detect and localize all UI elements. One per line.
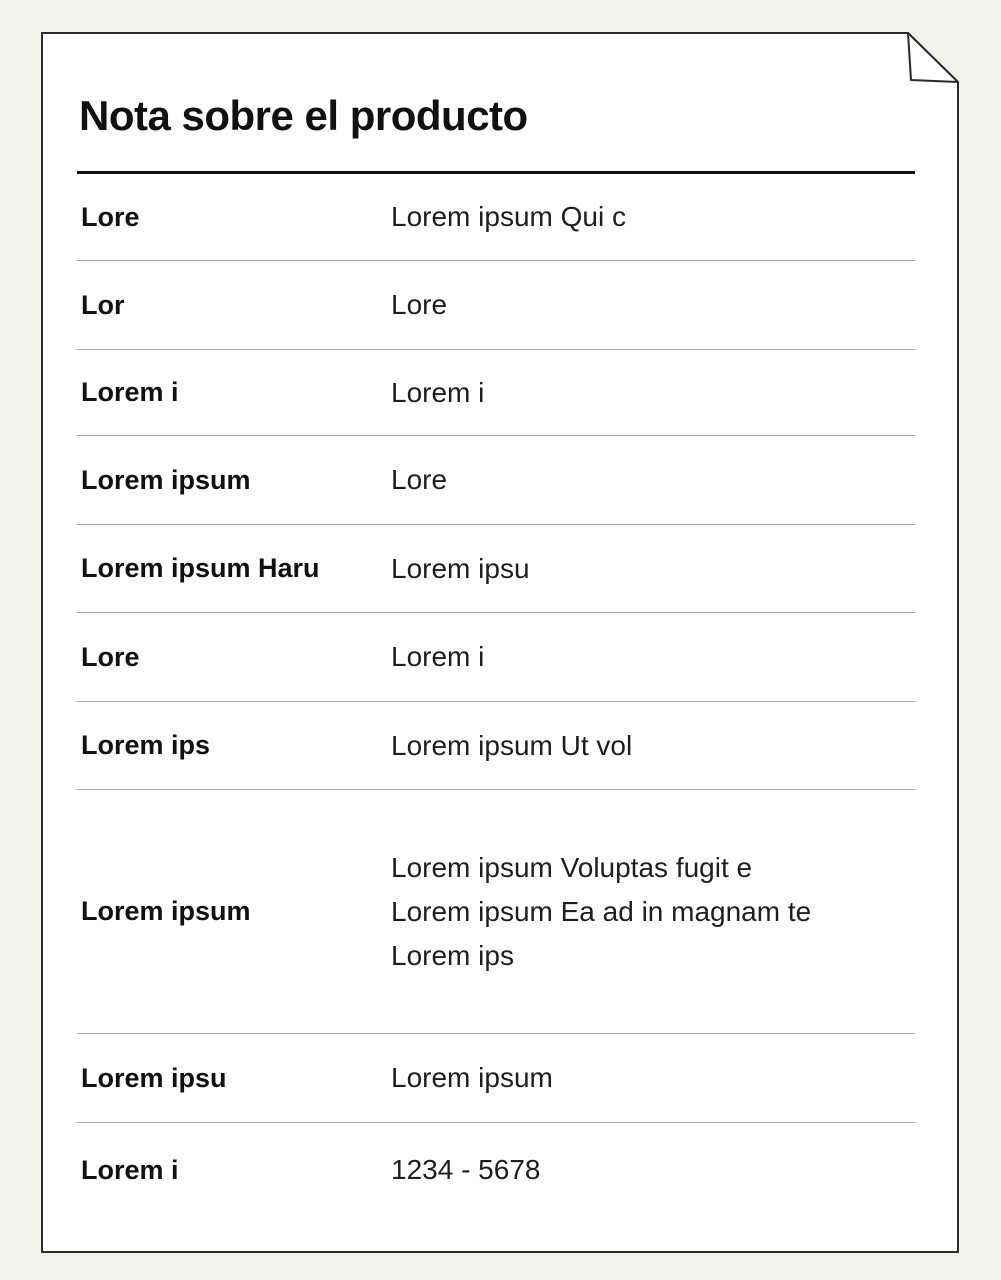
row-label: Lorem ipsum Haru [81, 553, 320, 583]
row-label: Lorem ipsu [81, 1062, 227, 1093]
row-value [391, 195, 915, 239]
value-line: Lorem ips [391, 939, 514, 971]
folded-corner [908, 33, 958, 82]
table-row [77, 174, 915, 261]
table-row [77, 261, 915, 350]
table-row [77, 790, 915, 1034]
row-label: Lorem i [81, 377, 179, 407]
row-label: Lore [81, 641, 140, 672]
row-value [391, 846, 915, 978]
row-label: Lorem ips [81, 730, 211, 760]
value-line: Lore [391, 289, 448, 320]
value-line: Lorem ipsum Voluptas fugit e [391, 851, 753, 883]
value-line: Lorem ipsum Ut vol [391, 729, 633, 761]
page-title: Nota sobre el producto [79, 92, 528, 139]
row-label: Lorem ipsum [81, 896, 251, 926]
value-line: Lorem ipsu [391, 552, 530, 584]
table-row [77, 1123, 915, 1217]
row-value [391, 724, 915, 768]
table-row [77, 525, 915, 613]
row-value [391, 283, 915, 327]
note-sheet [41, 32, 959, 1253]
table-row [77, 1034, 915, 1123]
row-label: Lorem i [81, 1154, 179, 1185]
row-label: Lore [81, 201, 140, 232]
row-value [391, 371, 915, 415]
row-label: Lorem ipsum [81, 464, 251, 495]
table-row [77, 702, 915, 790]
table-row [77, 350, 915, 436]
value-line: Lorem ipsum [391, 1062, 553, 1093]
value-line: Lorem i [391, 641, 485, 672]
row-value [391, 547, 915, 591]
value-line: Lore [391, 464, 448, 495]
spec-table [77, 174, 915, 1217]
table-row [77, 436, 915, 525]
value-line: Lorem ipsum Ea ad in magnam te [391, 895, 812, 927]
row-value [391, 635, 915, 679]
value-line: 1234 - 5678 [391, 1154, 541, 1185]
row-value [391, 1056, 915, 1100]
row-value [391, 458, 915, 502]
value-line: Lorem ipsum Qui c [391, 201, 626, 232]
row-label: Lor [81, 289, 125, 320]
value-line: Lorem i [391, 376, 485, 408]
table-row [77, 613, 915, 702]
row-value [391, 1148, 915, 1192]
